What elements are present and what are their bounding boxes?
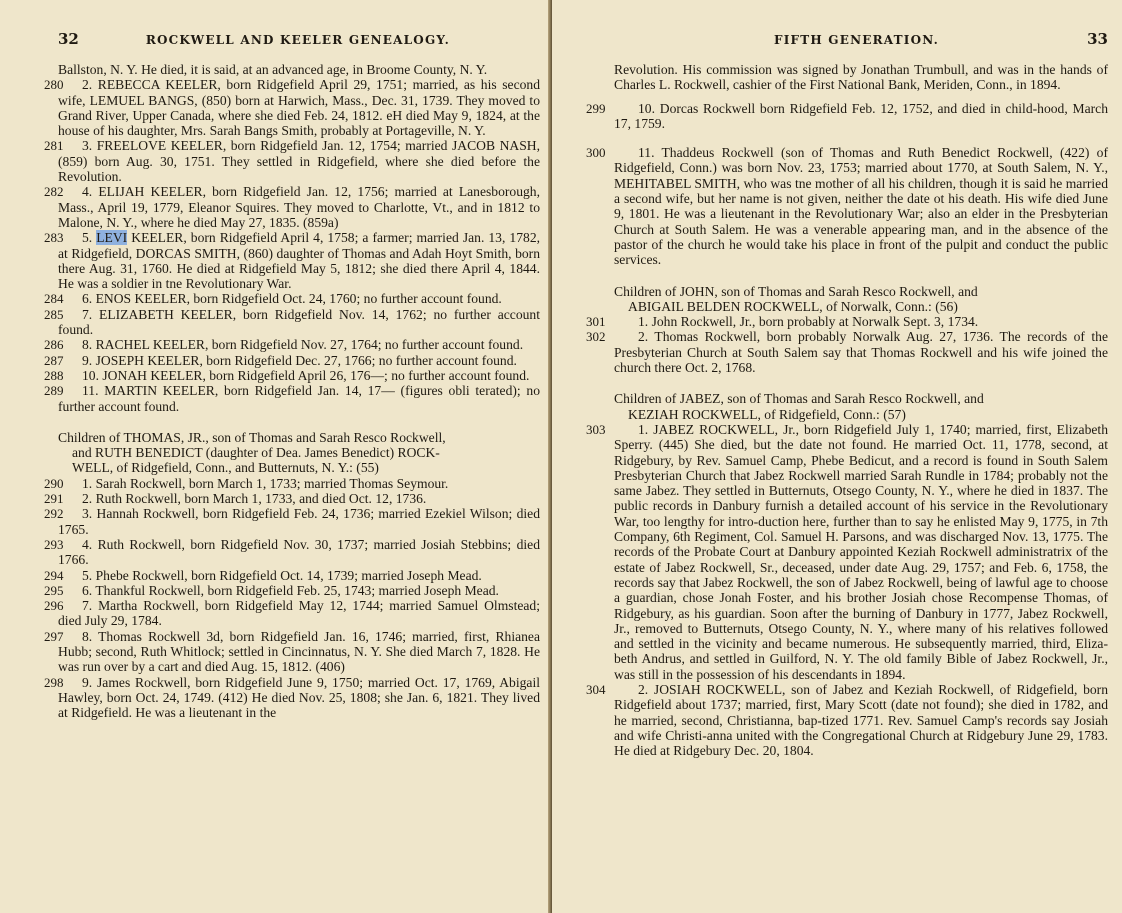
left-page: [0, 0, 552, 913]
entry-number: 295: [44, 582, 64, 598]
entry-304: 304 2. JOSIAH ROCKWELL, son of Jabez and Keziah Rockwell, of Ridgefield, born Ridgefield about 1737; married, first, Mary Scott (date not found); she died in 1782, and he married, second, Christianna, bap-tized 1771. Rev. Samuel Camp's records say Josiah and wife Christi-anna united with the Congregational Church at Ridgebury June 29, 1783. He died at Ridgebury Dec. 20, 1804.: [614, 682, 1108, 758]
entry-number: 282: [44, 184, 64, 200]
entry-number: 287: [44, 352, 64, 368]
entry-287: 287 9. JOSEPH KEELER, born Ridgefield Dec. 27, 1766; no further account found.: [58, 353, 540, 368]
entry-number: 292: [44, 506, 64, 522]
entry-number: 304: [586, 681, 606, 697]
entry-number: 280: [44, 77, 64, 93]
entry-283: 283 5. LEVI KEELER, born Ridgefield April 4, 1758; a farmer; married Jan. 13, 1782, at Ridgefield, DORCAS SMITH, (860) daughter of Thomas and Adah Hoyt Smith, born there Aug. 31, 1760. He died at Ridgefield May 5, 1812; she died there April 4, 1844. He was a soldier in tne Revolutionary War.: [58, 230, 540, 291]
section-heading-thomas-jr: Children of THOMAS, JR., son of Thomas and Sarah Resco Rockwell, and RUTH BENEDICT (daughter of Dea. James Benedict) ROCK- WELL, of Ridgefield, Conn., and Butternuts, N. Y.: (55): [58, 429, 446, 476]
left-page-text: [44, 62, 541, 721]
right-page: [552, 0, 1122, 913]
entry-number: 290: [44, 475, 64, 491]
entry-number: 283: [44, 230, 64, 246]
entry-296: 296 7. Martha Rockwell, born Ridgefield May 12, 1744; married Samuel Olmstead; died July 29, 1784.: [58, 598, 540, 629]
entry-285: 285 7. ELIZABETH KEELER, born Ridgefield Nov. 14, 1762; no further account found.: [58, 307, 540, 338]
entry-284: 284 6. ENOS KEELER, born Ridgefield Oct. 24, 1760; no further account found.: [58, 291, 540, 306]
entry-number: 293: [44, 536, 64, 552]
entry-number: 294: [44, 567, 64, 583]
entry-280: 280 2. REBECCA KEELER, born Ridgefield April 29, 1751; married, as his second wife, LEMUEL BANGS, (850) born at Harwich, Mass., Dec. 31, 1739. They moved to Grand River, Upper Canada, where she died Feb. 24, 1812. eH died May 9, 1824, at the house of his daughter, Mrs. Sarah Bangs Smith, probably at Portageville, N. Y.: [58, 77, 540, 138]
entry-290: 290 1. Sarah Rockwell, born March 1, 1733; married Thomas Seymour.: [58, 476, 540, 491]
entry-302: 302 2. Thomas Rockwell, born probably Norwalk Aug. 27, 1736. The records of the Presbyterian Church at South Salem say that Thomas Rockwell and his wife joined the church there Oct. 2, 1768.: [614, 329, 1108, 375]
left-page-header: [58, 30, 540, 48]
entry-number: 291: [44, 491, 64, 507]
entry-297: 297 8. Thomas Rockwell 3d, born Ridgefield Jan. 16, 1746; married, first, Rhianea Hubb; second, Ruth Whitlock; settled in Cincinnatus, N. Y. She died March 7, 1828. He was run over by a cart and died Aug. 15, 1812. (406): [58, 629, 540, 675]
entry-number: 284: [44, 291, 64, 307]
entry-number: 301: [586, 314, 606, 330]
entry-299: 299 10. Dorcas Rockwell born Ridgefield Feb. 12, 1752, and died in child-hood, March 17, 1759.: [614, 101, 1108, 132]
entry-301: 301 1. John Rockwell, Jr., born probably at Norwalk Sept. 3, 1734.: [614, 314, 1108, 329]
entry-289: 289 11. MARTIN KEELER, born Ridgefield Jan. 14, 17— (figures obli terated); no further account found.: [58, 383, 540, 414]
entry-number: 289: [44, 383, 64, 399]
entry-number: 297: [44, 628, 64, 644]
left-page-number: 32: [58, 30, 79, 48]
entry-number: 285: [44, 306, 64, 322]
highlighted-word: LEVI: [96, 230, 128, 246]
entry-number: 286: [44, 337, 64, 353]
entry-293: 293 4. Ruth Rockwell, born Ridgefield Nov. 30, 1737; married Josiah Stebbins; died 1766.: [58, 537, 540, 568]
entry-number: 299: [586, 100, 606, 116]
entry-291: 291 2. Ruth Rockwell, born March 1, 1733, and died Oct. 12, 1736.: [58, 491, 540, 506]
entry-294: 294 5. Phebe Rockwell, born Ridgefield Oct. 14, 1739; married Joseph Mead.: [58, 568, 540, 583]
entry-number: 288: [44, 367, 64, 383]
entry-295: 295 6. Thankful Rockwell, born Ridgefield Feb. 25, 1743; married Joseph Mead.: [58, 583, 540, 598]
entry-number: 300: [586, 145, 606, 161]
entry-281: 281 3. FREELOVE KEELER, born Ridgefield Jan. 12, 1754; married JACOB NASH, (859) born Aug. 30, 1751. They settled in Ridgefield, where she died before the Revolution.: [58, 138, 540, 184]
paragraph: Ballston, N. Y. He died, it is said, at an advanced age, in Broome County, N. Y.: [58, 62, 488, 77]
left-running-head: ROCKWELL AND KEELER GENEALOGY.: [145, 33, 450, 47]
entry-298: 298 9. James Rockwell, born Ridgefield June 9, 1750; married Oct. 17, 1769, Abigail Hawley, born Oct. 24, 1749. (412) He died Nov. 25, 1808; she Jan. 6, 1821. They lived at Ridgefield. He was a lieutenant in the: [58, 675, 540, 721]
entry-292: 292 3. Hannah Rockwell, born Ridgefield Feb. 24, 1736; married Ezekiel Wilson; died 1765.: [58, 506, 540, 537]
right-running-head: FIFTH GENERATION.: [774, 33, 940, 47]
section-heading-john: Children of JOHN, son of Thomas and Sarah Resco Rockwell, and ABIGAIL BELDEN ROCKWELL, of Norwalk, Conn.: (56): [614, 283, 978, 314]
right-page-header: [614, 30, 1108, 48]
entry-288: 288 10. JONAH KEELER, born Ridgefield April 26, 176—; no further account found.: [58, 368, 540, 383]
entry-number: 281: [44, 138, 64, 154]
entry-300: 300 11. Thaddeus Rockwell (son of Thomas and Ruth Benedict Rockwell, (422) of Ridgefield, Conn.) was born Nov. 23, 1753; married about 1770, at South Salem, N. Y., MEHITABEL SMITH, who was tne mother of all his children, though it is said he married a second wife, but her name is not given, neither the date ot his death. His wife died June 9, 1801. He was a lieutenant in the Revolutionary War; also an elder in the Presbyterian Church at South Salem. He was a venerable appearing man, and in the absence of the pastor of the church he would take his place in front of the pulpit and conduct the public services.: [614, 145, 1108, 267]
entry-286: 286 8. RACHEL KEELER, born Ridgefield Nov. 27, 1764; no further account found.: [58, 337, 540, 352]
entry-number: 296: [44, 598, 64, 614]
entry-number: 303: [586, 421, 606, 437]
paragraph: Revolution. His commission was signed by Jonathan Trumbull, and was in the hands of Charles L. Rockwell, cashier of the First National Bank, Meriden, Conn., in 1894.: [614, 62, 1108, 93]
entry-number: 298: [44, 674, 64, 690]
right-page-text: [586, 62, 1108, 759]
entry-number: 302: [586, 329, 606, 345]
right-page-number: 33: [1087, 30, 1108, 48]
section-heading-jabez: Children of JABEZ, son of Thomas and Sarah Resco Rockwell, and KEZIAH ROCKWELL, of Ridgefield, Conn.: (57): [614, 391, 984, 422]
entry-282: 282 4. ELIJAH KEELER, born Ridgefield Jan. 12, 1756; married at Lanesborough, Mass., April 19, 1779, Eleanor Squires. They moved to Charlotte, Vt., and in 1812 to Malone, N. Y., where he died May 27, 1835. (859a): [58, 184, 540, 230]
entry-303: 303 1. JABEZ ROCKWELL, Jr., born Ridgefield July 1, 1740; married, first, Elizabeth Sperry. (445) She died, but the date not found. He married Oct. 11, 1778, second, at Ridgebury, by Rev. Samuel Camp, Phebe Bedicut, and a record is found in South Salem Presbyterian Church that Jabez Rockwell married Sarah Rundle in 1784; probably not the same Jabez. They settled in Butternuts, Otsego County, N. Y., where he died in 1837. The public records in Danbury furnish a detailed account of his service in the Revolutionary War, too lengthy for intro-duction here, further than to say he enlisted May 9, 1775, in 7th Company, 6th Regiment, Col. Samuel H. Parsons, and was discharged Nov. 13, 1775. The records of the Probate Court at Danbury appointed Keziah Rockwell administratrix of the estate of Jabez Rockwell, Sr., deceased, under date Aug. 29, 1757; and Feb. 6, 1758, the records say that Jabez Rockwell, the son of Jabez Rockwell, being of lawful age to choose a guardian, chose Jonah Foster, and his brother Josiah chose Recompense Thomas, of Ridgebury, as his guardian. Soon after the burning of Danbury in 1777, Jabez Rockwell, Jr., removed to Butternuts, Otsego County, N. Y., where many of his relatives followed and settled in the vicinity and became numerous. He subsequently married, third, Eliza-beth Andrus, and settled in Guilford, N. Y. The old family Bible of Jabez Rockwell, Jr., was still in the possession of his descendants in 1894.: [614, 422, 1108, 682]
